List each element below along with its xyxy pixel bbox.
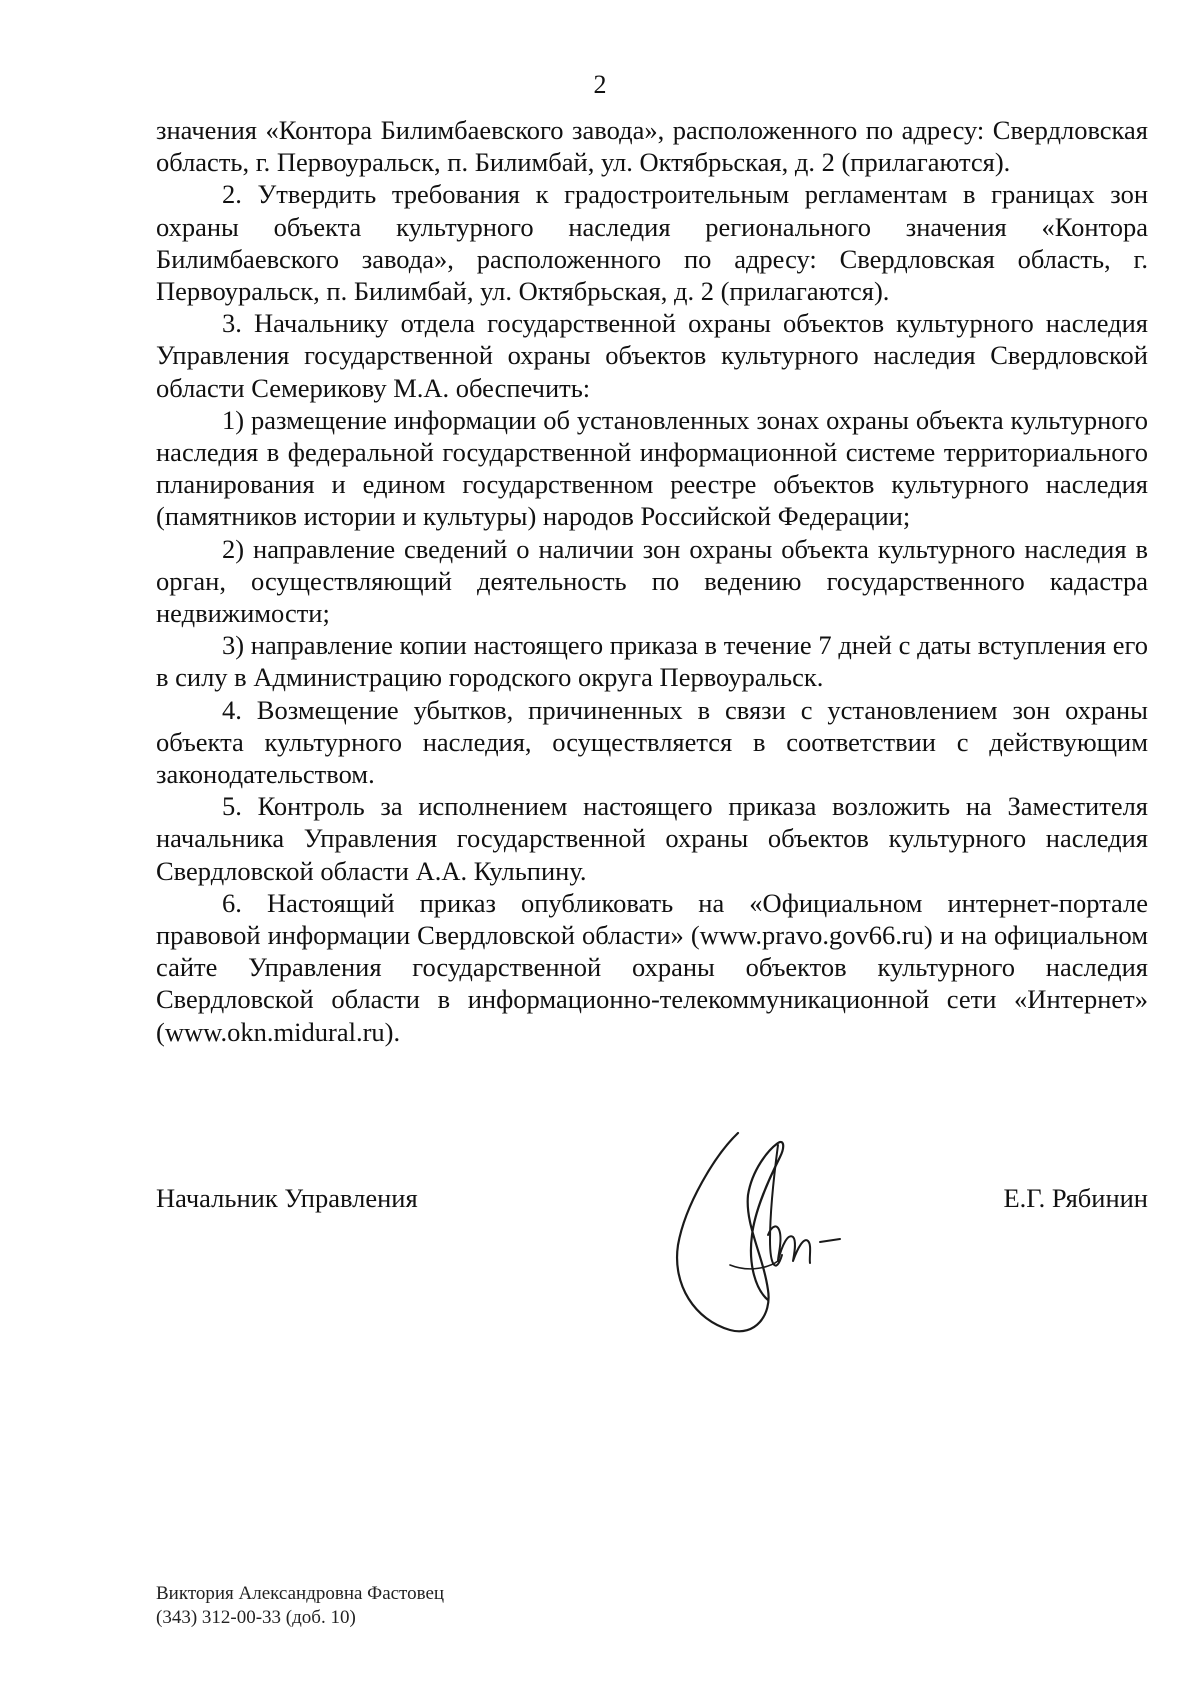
subparagraph-item-2: 2) направление сведений о наличии зон охраны объекта культурного наследия в орган, осуществляющий деятельность по ведению государственного кадастра недвижимости; [156,533,1148,629]
paragraph-item-3: 3. Начальнику отдела государственной охраны объектов культурного наследия Управления государственной охраны объектов культурного наследия Свердловской области Семерикову М.А. обеспечить: [156,308,1148,403]
executor-name: Виктория Александровна Фастовец [156,1583,445,1604]
subparagraph-item-1: 1) размещение информации об установленных зонах охраны объекта культурного наследия в федеральной государственной информационной системе территориального планирования и едином государственном реестре объектов культурного наследия (памятников истории и культуры) народов Российской Федерации; [156,404,1148,532]
executor-phone: (343) 312-00-33 (доб. 10) [156,1607,356,1628]
signer-position: Начальник Управления [156,1183,418,1213]
page-number: 2 [593,70,607,99]
paragraph-continuation: значения «Контора Билимбаевского завода», расположенного по адресу: Свердловская область, г. Первоуральск, п. Билимбай, ул. Октябрьская, д. 2 (прилагаются). [156,115,1148,178]
paragraph-item-2: 2. Утвердить требования к градостроительным регламентам в границах зон охраны объекта культурного наследия регионального значения «Контора Билимбаевского завода», расположенного по адресу: Свердловская область, г. Первоуральск, п. Билимбай, ул. Октябрьская, д. 2 (прилагаются). [156,179,1148,307]
paragraph-item-5: 5. Контроль за исполнением настоящего приказа возложить на Заместителя начальника Управления государственной охраны объектов культурного наследия Свердловской области А.А. Кульпину. [156,791,1148,886]
signer-name: Е.Г. Рябинин [1003,1183,1148,1213]
executor-contact [156,1582,444,1630]
paragraph-item-4: 4. Возмещение убытков, причиненных в связи с установлением зон охраны объекта культурного наследия, осуществляется в соответствии с действующим законодательством. [156,694,1148,790]
signature-block [156,1182,1148,1218]
document-body [156,114,1148,1048]
paragraph-item-6: 6. Настоящий приказ опубликовать на «Официальном интернет-портале правовой информации Свердловской области» (www.pravo.gov66.ru) и на официальном сайте Управления государственной охраны объектов культурного наследия Свердловской области в информационно-телекоммуникационной сети «Интернет» (www.okn.midural.ru). [156,887,1148,1047]
handwritten-signature [660,1115,920,1355]
subparagraph-item-3: 3) направление копии настоящего приказа в течение 7 дней с даты вступления его в силу в Администрацию городского округа Первоуральск. [156,630,1148,693]
